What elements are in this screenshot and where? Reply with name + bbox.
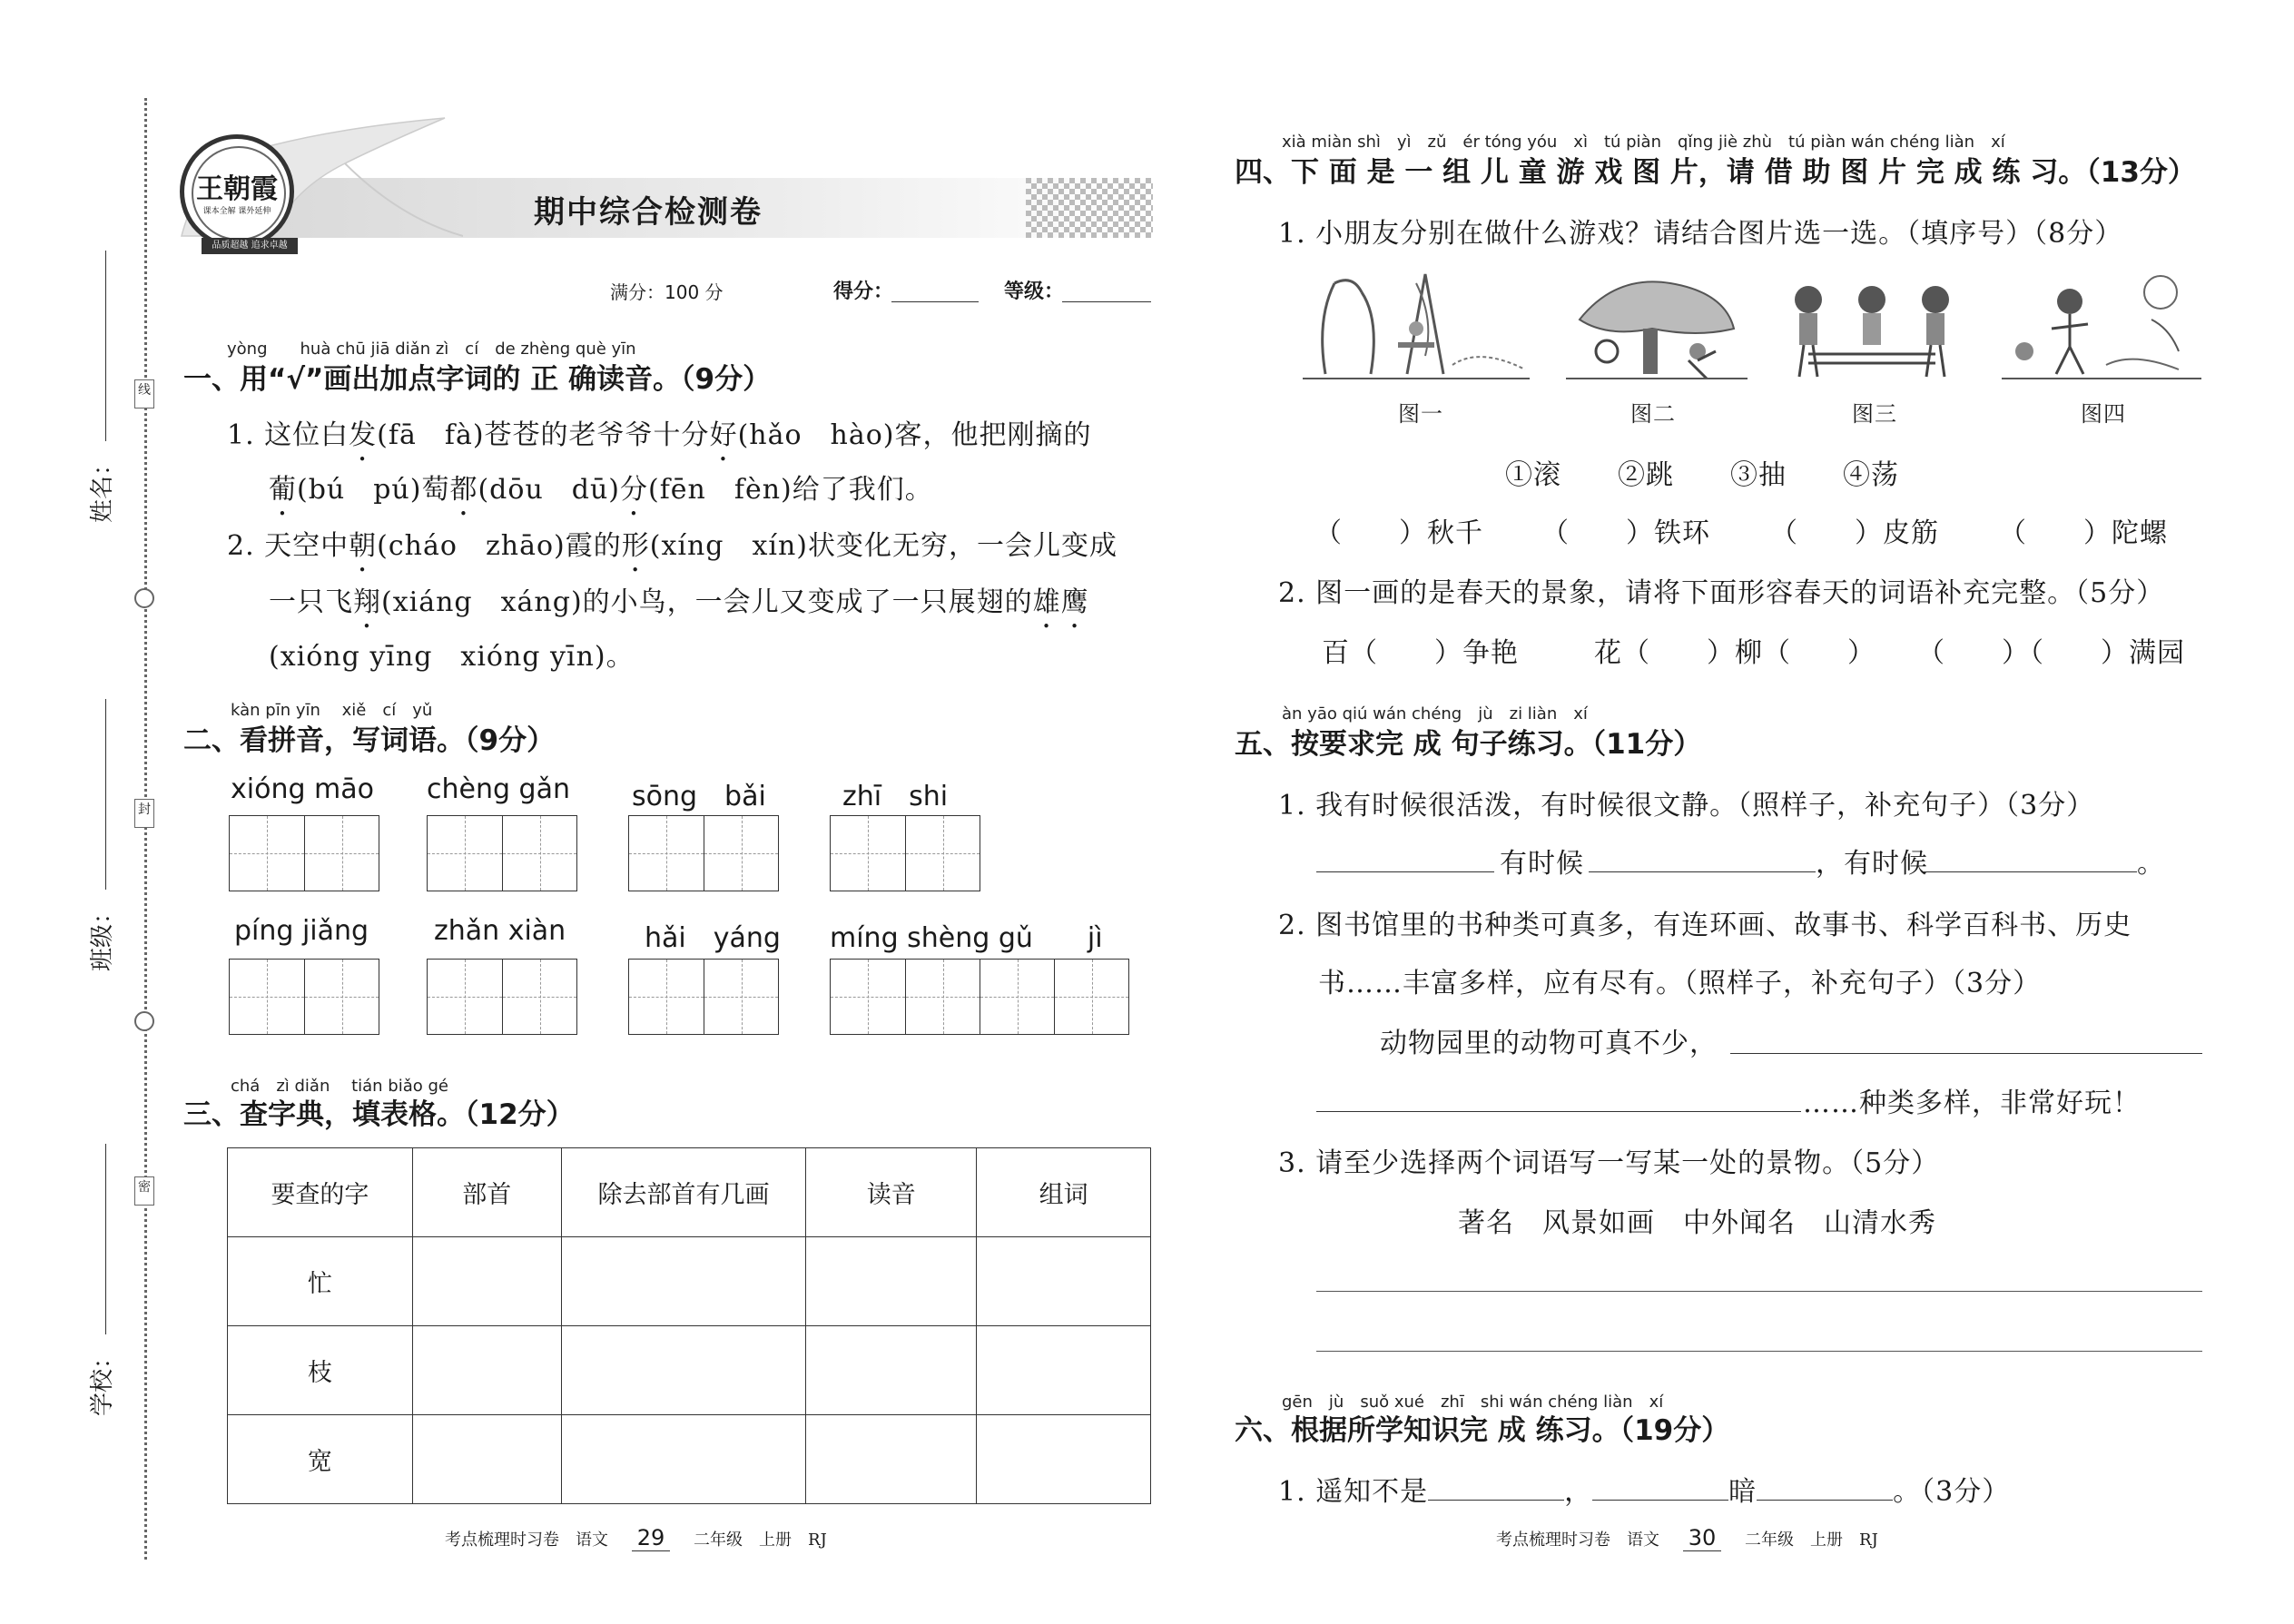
table-char: 忙 [228,1237,413,1326]
s5-q1-text-b: ，有时候 [1816,848,1928,880]
s2-grid-3[interactable] [628,815,779,891]
score-label: 得分： [833,281,894,303]
s2-grid-8[interactable] [830,959,1129,1035]
footer-left: 考点梳理时习卷 语文 29 二年级 上册 RJ [445,1525,827,1550]
table-cell[interactable] [806,1326,977,1415]
s5-q1-text-c: 。 [2137,848,2165,880]
grade-label: 等级： [1004,281,1065,303]
s6-q1: 1. 遥知不是 ， 暗 。（3分） [1278,1476,2011,1508]
table-header: 读音 [806,1148,977,1237]
s2-word-6: zhǎn xiàn [434,915,566,947]
s1-q1-line1: 1. 这位白发(fā fà)苍苍的老爷爷十分好(hǎo hào)客，他把刚摘的 [227,419,1092,451]
s5-pinyin: àn yāo qiú wán chéng jù zi liàn xí [1282,704,1588,723]
table-cell[interactable] [561,1237,806,1326]
s5-q1: 1. 我有时候很活泼，有时候很文静。（照样子，补充句子）（3分） [1278,790,2095,822]
s5-q2-line3: 动物园里的动物可真不少， [1380,1028,1718,1059]
s5-q2-line1: 2. 图书馆里的书种类可真多，有连环画、故事书、科学百科书、历史 [1278,910,2132,941]
table-char: 宽 [228,1415,413,1504]
s5-q3-writing-line-1[interactable] [1316,1291,2202,1292]
score-blank[interactable] [891,301,979,302]
s5-q2-blank-1[interactable] [1730,1053,2202,1054]
binding-tag-2: 封 [134,799,154,828]
s2-grid-2[interactable] [427,815,577,891]
s6-title: 六、根据所学知识完 成 练习。（19分） [1235,1414,1730,1447]
table-cell[interactable] [412,1415,561,1504]
class-label: 班级： [89,900,116,971]
table-cell[interactable] [977,1237,1151,1326]
table-cell[interactable] [561,1326,806,1415]
s4-blank-2[interactable]: （ ）铁环 [1541,517,1710,549]
binding-circle-1 [134,588,154,608]
binding-tag-1: 线 [134,379,154,408]
s2-word-7: hǎi yáng [645,922,781,954]
footer-right: 考点梳理时习卷 语文 30 二年级 上册 RJ [1496,1525,1878,1550]
table-cell[interactable] [561,1415,806,1504]
s5-q2-line4: ……种类多样，非常好玩！ [1803,1088,2141,1119]
s3-pinyin: chá zì diǎn tián biǎo gé [231,1077,449,1096]
s2-word-4: zhī shi [842,781,949,812]
s4-q1: 1. 小朋友分别在做什么游戏？请结合图片选一选。（填序号）（8分） [1278,218,2123,250]
page-number: 29 [632,1525,671,1551]
s4-blank-3[interactable]: （ ）皮筋 [1770,517,1939,549]
table-header: 部首 [412,1148,561,1237]
s5-q2-blank-2[interactable] [1316,1111,1801,1112]
s2-word-2: chèng gǎn [427,773,570,805]
s2-title: 二、看拼音，写词语。（9分） [183,724,556,757]
s4-title: 四、下 面 是 一 组 儿 童 游 戏 图 片，请 借 助 图 片 完 成 练 习。（13分） [1235,156,2196,189]
picture-label-4: 图四 [2081,401,2126,427]
s5-title: 五、按要求完 成 句子练习。（11分） [1235,728,1702,761]
s4-q2: 2. 图一画的是春天的景象，请将下面形容春天的词语补充完整。（5分） [1278,577,2165,609]
s1-q2-line3: (xióng yīng xióng yīn)。 [269,641,635,673]
s1-q2-line2: 一只飞翔(xiáng xáng)的小鸟，一会儿又变成了一只展翅的雄鹰 [269,586,1089,618]
s2-word-5: píng jiǎng [234,915,369,947]
table-header: 除去部首有几画 [561,1148,806,1237]
s5-q1-blank-1[interactable] [1316,871,1494,872]
s2-pinyin: kàn pīn yīn xiě cí yǔ [231,701,433,720]
s1-pinyin: yòng huà chū jiā diǎn zì cí de zhèng què yīn [227,340,636,359]
s5-q3: 3. 请至少选择两个词语写一写某一处的景物。（5分） [1278,1147,1940,1179]
picture-4-top [1997,265,2206,383]
name-field[interactable] [89,251,120,523]
school-label: 学校： [89,1344,116,1416]
table-char: 枝 [228,1326,413,1415]
dictionary-table [227,1147,1151,1504]
s1-q1-line2: 葡(bú pú)萄都(dōu dū)分(fēn fèn)给了我们。 [269,474,933,506]
s5-q1-blank-3[interactable] [1923,871,2137,872]
s2-grid-7[interactable] [628,959,779,1035]
table-row [228,1415,1151,1504]
name-label: 姓名： [89,451,116,523]
s2-grid-4[interactable] [830,815,980,891]
picture-2-hoop [1561,265,1752,383]
picture-label-3: 图三 [1852,401,1897,427]
s6-pinyin: gēn jù suǒ xué zhī shi wán chéng liàn xí [1282,1393,1664,1412]
s6-q1-blank-3[interactable] [1757,1474,1893,1501]
s1-title: 一、用“√”画出加点字词的 正 确读音。（9分） [183,363,772,396]
logo-text: 王朝霞 [196,173,278,205]
logo-subtext: 课本全解 课外延伸 [202,207,271,216]
s3-title: 三、查字典，填表格。（12分） [183,1098,575,1131]
logo-badge [180,134,294,249]
table-cell[interactable] [806,1415,977,1504]
table-header: 要查的字 [228,1148,413,1237]
s4-q2-item-1[interactable]: 百（ ）争艳 [1322,637,1519,669]
full-score: 满分：100 分 [610,281,724,303]
table-row [228,1326,1151,1415]
s4-q2-item-2[interactable]: 花（ ）柳（ ） [1594,637,1876,669]
school-field[interactable] [89,1144,120,1416]
picture-label-2: 图二 [1630,401,1676,427]
s2-word-8: míng shèng gǔ jì [830,922,1103,954]
s2-grid-6[interactable] [427,959,577,1035]
page-title: 期中综合检测卷 [534,194,763,231]
s2-grid-5[interactable] [229,959,379,1035]
picture-label-1: 图一 [1398,401,1443,427]
table-cell[interactable] [412,1326,561,1415]
header-checker-pattern [1026,178,1153,238]
s2-word-3: sōng bǎi [632,781,766,812]
s4-blank-1[interactable]: （ ）秋千 [1314,517,1483,549]
class-field[interactable] [89,699,120,971]
table-row [228,1237,1151,1326]
s5-q3-writing-line-2[interactable] [1316,1351,2202,1352]
table-cell[interactable] [977,1415,1151,1504]
s6-q1-blank-2[interactable] [1592,1474,1728,1501]
page-number: 30 [1683,1525,1722,1551]
binding-circle-2 [134,1011,154,1031]
s4-pinyin: xià miàn shì yì zǔ ér tóng yóu xì tú piàn qǐng jiè zhù tú piàn wán chéng liàn xí [1282,133,2005,152]
s5-q3-words: 著名 风景如画 中外闻名 山清水秀 [1458,1207,1936,1239]
table-cell[interactable] [806,1237,977,1326]
s4-blank-4[interactable]: （ ）陀螺 [1999,517,2168,549]
s5-q2-line2: 书……丰富多样，应有尽有。（照样子，补充句子）（3分） [1318,968,2042,999]
s2-grid-1[interactable] [229,815,379,891]
picture-3-rubber-band [1781,272,1963,381]
grade-blank[interactable] [1062,301,1151,302]
s4-q2-item-3[interactable]: （ ）（ ）满园 [1917,637,2185,669]
s1-q2-line1: 2. 天空中朝(cháo zhāo)霞的形(xíng xín)状变化无穷，一会儿变成 [227,530,1118,562]
table-cell[interactable] [977,1326,1151,1415]
s4-options: ①滚 ②跳 ③抽 ④荡 [1505,459,1899,491]
picture-1-swing [1298,265,1534,383]
logo-motto: 品质超越 追求卓越 [202,238,298,254]
binding-tag-3: 密 [134,1176,154,1206]
s5-q1-text-a: 有时候 [1500,848,1584,880]
table-cell[interactable] [412,1237,561,1326]
table-header: 组词 [977,1148,1151,1237]
binding-dotted-line [144,98,147,1560]
s2-word-1: xióng māo [231,773,374,805]
s5-q1-blank-2[interactable] [1589,871,1816,872]
s6-q1-blank-1[interactable] [1428,1474,1564,1501]
